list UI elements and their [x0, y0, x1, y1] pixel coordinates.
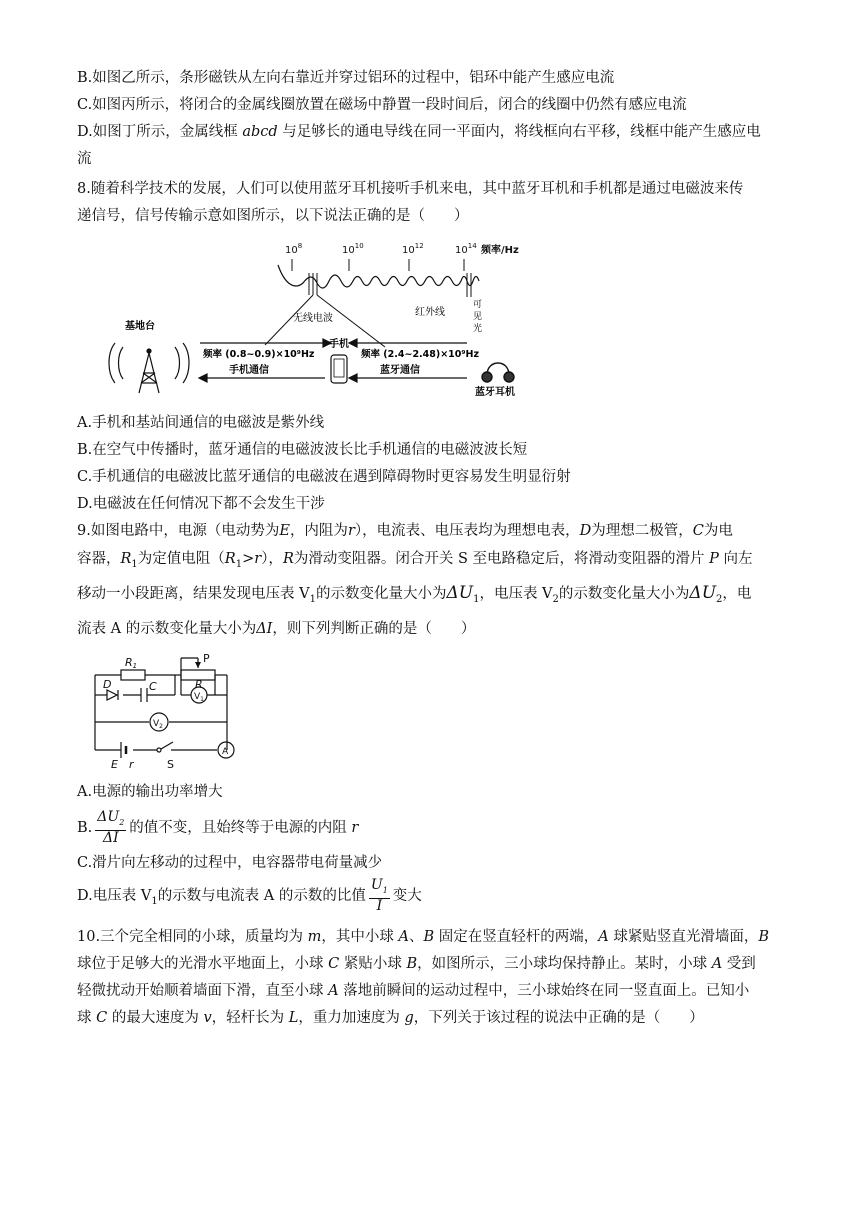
q10-line3: 轻微扰动开始顺着墙面下滑，直至小球 A 落地前瞬间的运动过程中，三小球始终在同一竖直面上。已知小 — [77, 983, 750, 999]
visible-light-label-1: 可 — [473, 300, 483, 310]
bt-freq-label: 频率 (2.4~2.48)×10⁹Hz — [361, 349, 480, 360]
q7-option-d: D.如图丁所示，金属线框 abcd 与足够长的通电导线在同一平面内，将线框向右平移，线框中能产生感应电 — [77, 124, 761, 140]
label-r1: R1 — [125, 656, 138, 670]
phone-label: 手机 — [329, 339, 349, 350]
q8-option-c: C.手机通信的电磁波比蓝牙通信的电磁波在遇到障碍物时更容易发生明显衍射 — [77, 469, 571, 485]
q8-option-d: D.电磁波在任何情况下都不会发生干涉 — [77, 496, 325, 512]
q9-option-b: B. $\frac{\Delta U_2}{\Delta I}$ 的值不变，且始终等于电源的内阻 r — [77, 809, 359, 846]
q9-option-a: A.电源的输出功率增大 — [77, 784, 223, 800]
q10-line2: 球位于足够大的光滑水平地面上，小球 C 紧贴小球 B，如图所示，三小球均保持静止。某时，小球 A 受到 — [77, 956, 756, 972]
label-a: A — [222, 747, 229, 757]
phone-comm-label: 手机通信 — [229, 365, 269, 376]
radio-wave-label: 无线电波 — [293, 313, 333, 324]
label-p: P — [203, 652, 210, 665]
base-station-label: 基地台 — [125, 321, 155, 332]
q9-stem-line2: 容器，$R_1$为定值电阻$(R_1>r)$，R为滑动变阻器。闭合开关 S 至电路稳定后，将滑动变阻器的滑片 P 向左 — [77, 551, 753, 570]
infrared-label: 红外线 — [415, 307, 445, 318]
visible-light-label-2: 见 — [473, 312, 483, 322]
q9-stem-line1: 9.如图电路中，电源（电动势为E，内阻为r），电流表、电压表均为理想电表，D为理想二极管，C为电 — [77, 523, 733, 539]
tick-1e14: $10^{14}$ — [455, 242, 477, 256]
label-d: D — [103, 678, 112, 691]
tick-1e8: $10^8$ — [285, 242, 303, 256]
q10-line4: 球 C 的最大速度为 v，轻杆长为 L，重力加速度为 g，下列关于该过程的说法中正确的是（ ） — [77, 1010, 704, 1026]
earphone-label: 蓝牙耳机 — [475, 387, 515, 398]
q7-option-b: B.如图乙所示，条形磁铁从左向右靠近并穿过铝环的过程中，铝环中能产生感应电流 — [77, 70, 615, 86]
phone-freq-label: 频率 (0.8~0.9)×10⁹Hz — [203, 349, 315, 360]
base-station-icon — [109, 343, 189, 393]
tick-1e10: $10^{10}$ — [342, 242, 364, 256]
q9-option-d: D.电压表 $V_1$的示数与电流表 A 的示数的比值 $\frac{U_1}{I}$ 变大 — [77, 877, 422, 914]
label-c: C — [149, 680, 157, 693]
earphone-icon — [482, 363, 514, 382]
q9-option-c: C.滑片向左移动的过程中，电容器带电荷量减少 — [77, 855, 383, 871]
q8-option-b: B.在空气中传播时，蓝牙通信的电磁波波长比手机通信的电磁波波长短 — [77, 442, 528, 458]
q10-line1: 10.三个完全相同的小球，质量均为 m，其中小球 A、B 固定在竖直轻杆的两端，A 球紧贴竖直光滑墙面，B — [77, 929, 770, 945]
q8-stem-line2: 递信号，信号传输示意如图所示，以下说法正确的是（ ） — [77, 208, 469, 224]
q8-stem-line1: 8.随着科学技术的发展，人们可以使用蓝牙耳机接听手机来电，其中蓝牙耳机和手机都是通过电磁波来传 — [77, 181, 744, 197]
label-s: S — [167, 758, 174, 771]
q9-stem-line3: 移动一小段距离，结果发现电压表 $V_1$的示数变化量大小为$\Delta U_1$，电压表 $V_2$的示数变化量大小为$\Delta U_2$，电 — [77, 583, 752, 605]
q7-option-c: C.如图丙所示，将闭合的金属线圈放置在磁场中静置一段时间后，闭合的线圈中仍然有感应电流 — [77, 97, 687, 113]
freq-unit-label: 频率/Hz — [481, 245, 519, 256]
q9-circuit-figure — [85, 650, 245, 775]
bt-comm-label: 蓝牙通信 — [380, 365, 420, 376]
visible-light-label-3: 光 — [473, 324, 483, 334]
q8-figure — [95, 235, 535, 405]
label-r: R — [195, 678, 203, 691]
q7-option-d-cont: 流 — [77, 151, 92, 167]
q9-stem-line4: 流表 A 的示数变化量大小为ΔI，则下列判断正确的是（ ） — [77, 621, 476, 637]
label-v2: $V_2$ — [153, 719, 163, 730]
tick-1e12: $10^{12}$ — [402, 242, 424, 256]
label-r-internal: r — [129, 758, 134, 771]
label-e: E — [111, 758, 118, 771]
q8-option-a: A.手机和基站间通信的电磁波是紫外线 — [77, 415, 325, 431]
label-v1: $V_1$ — [194, 692, 204, 703]
